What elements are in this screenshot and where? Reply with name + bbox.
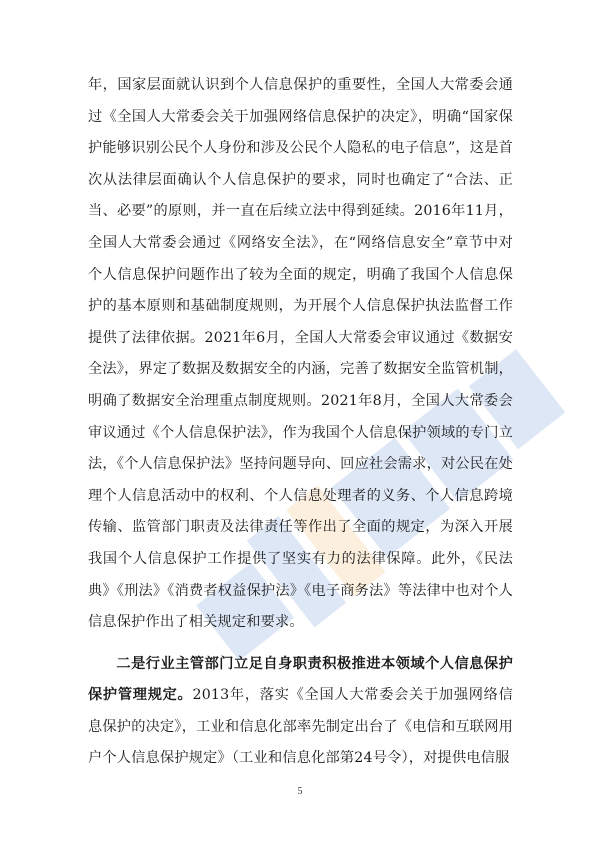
paragraph-body: 2013年，落实《全国人大常委会关于加强网络信息保护的决定》，工业和信息化部率先制定出台了《电信和互联网用户个人信息保护规定》（工业和信息化部第24号令），对提供电信服 (88, 687, 513, 767)
document-body (88, 70, 513, 775)
paragraph-industry-regulation (88, 649, 513, 775)
page-number: 5 (297, 786, 303, 797)
paragraph-legislation: 年，国家层面就认识到个人信息保护的重要性，全国人大常委会通过《全国人大常委会关于加强网络信息保护的决定》，明确“国家保护能够识别公民个人身份和涉及公民个人隐私的电子信息”，这是首次从法律层面确认个人信息保护的要求，同时也确定了“合法、正当、必要”的原则，并一直在后续立法中得到延续。2016年11月，全国人大常委会通过《网络安全法》，在“网络信息安全”章节中对个人信息保护问题作出了较为全面的规定，明确了我国个人信息保护的基本原则和基础制度规则，为开展个人信息保护执法监督工作提供了法律依据。2021年6月，全国人大常委会审议通过《数据安全法》，界定了数据及数据安全的内涵，完善了数据安全监管机制，明确了数据安全治理重点制度规则。2021年8月，全国人大常委会审议通过《个人信息保护法》，作为我国个人信息保护领域的专门立法，《个人信息保护法》坚持问题导向、回应社会需求，对公民在处理个人信息活动中的权利、个人信息处理者的义务、个人信息跨境传输、监管部门职责及法律责任等作出了全面的规定，为深入开展我国个人信息保护工作提供了坚实有力的法律保障。此外，《民法典》《刑法》《消费者权益保护法》《电子商务法》等法律中也对个人信息保护作出了相关规定和要求。 (88, 77, 513, 631)
paragraph-lead-bold: 二是行业主管部门立足自身职责积极推进本领域个人信息保护保护管理规定。 (88, 655, 513, 704)
